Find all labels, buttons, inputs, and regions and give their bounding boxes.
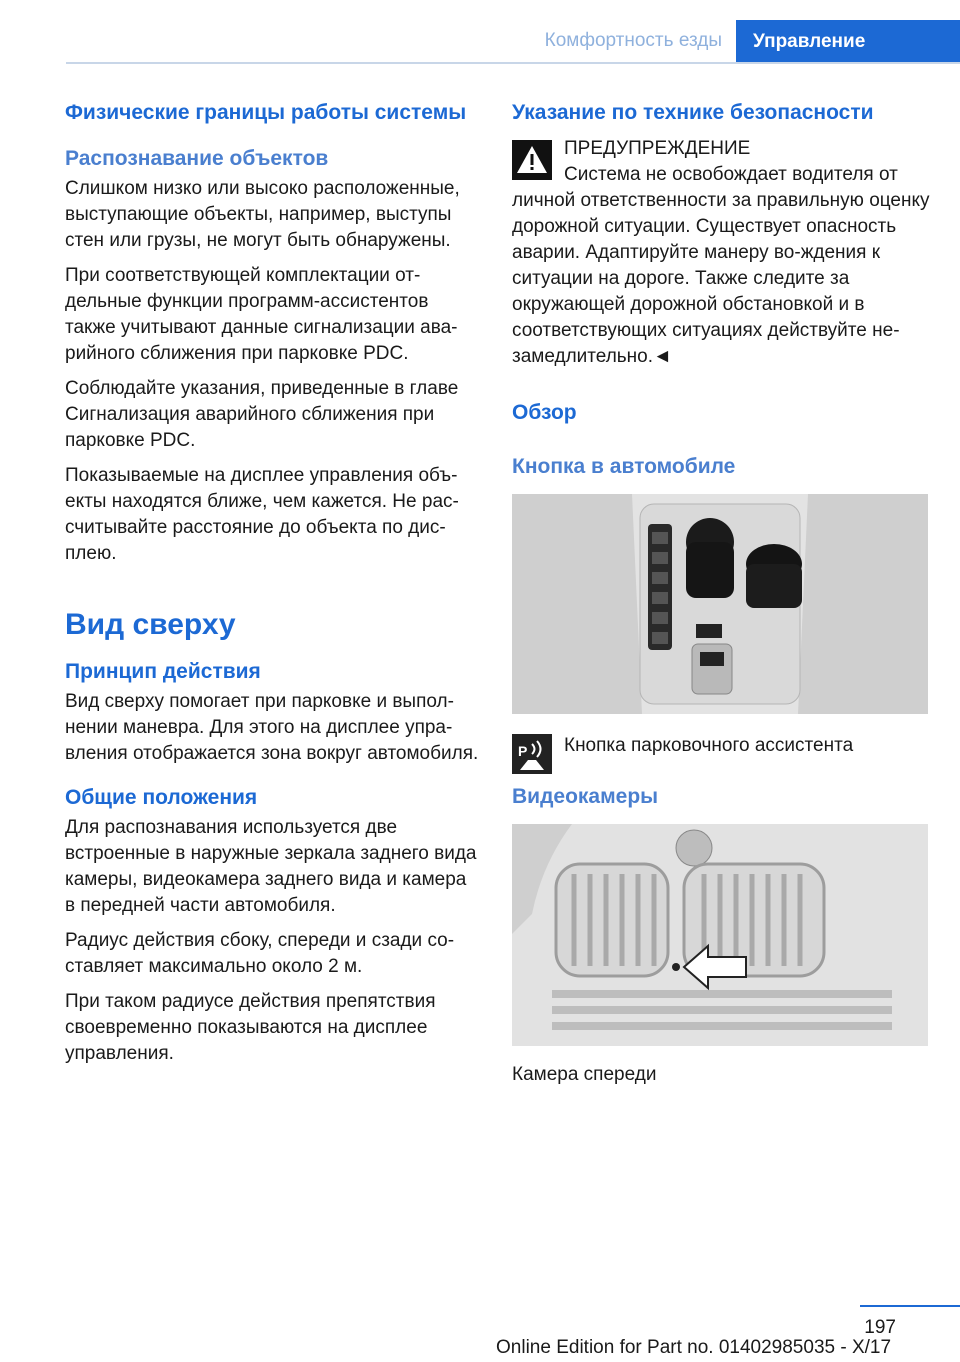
heading-cameras: Видеокамеры <box>512 785 659 808</box>
heading-general: Общие положения <box>65 786 258 809</box>
paragraph: При таком радиусе действия препятствия своевременно показываются на дисплее управления. <box>65 991 436 1064</box>
heading-principle: Принцип действия <box>65 660 261 683</box>
button-caption: Кнопка парковочного ассистента <box>564 735 854 756</box>
console-photo <box>512 494 928 714</box>
left-column <box>65 100 479 1076</box>
paragraph: Радиус действия сбоку, спереди и сзади со-ставляет максимально около 2 м. <box>65 930 455 977</box>
heading-safety: Указание по технике безопасности <box>512 101 874 124</box>
paragraph: Вид сверху помогает при парковке и выпол-нении маневра. Для этого на дисплее упра-вления отображается зона вокруг автомобиля. <box>65 691 479 764</box>
header-section: Комфортность езды <box>544 30 722 51</box>
parking-assistant-icon <box>512 734 552 774</box>
warning-block <box>512 136 932 162</box>
paragraph: Слишком низко или высоко расположенные, выступающие объекты, например, выступы стен или грузы, не могут быть обнаружены. <box>65 178 460 251</box>
svg-text:P: P <box>518 743 528 759</box>
paragraph: Соблюдайте указания, приведенные в главе Сигнализация аварийного сближения при парковке PDC. <box>65 378 459 451</box>
button-row <box>512 734 932 758</box>
right-column <box>512 100 932 1097</box>
heading-overview: Обзор <box>512 401 577 424</box>
paragraph: Для распознавания используется две встроенные в наружные зеркала заднего вида камеры, видеокамера заднего вида и камера в передней части автомобиля. <box>65 817 477 916</box>
paragraph: Показываемые на дисплее управления объ-екты находятся ближе, чем кажется. Не рас-считывайте расстояние до объекта по дис-плею. <box>65 465 459 564</box>
paragraph: При соответствующей комплектации от-дельные функции программ-ассистентов также учитывают данные сигнализации ава-рийного сближения при парковке PDC. <box>65 265 458 364</box>
camera-caption: Камера спереди <box>512 1064 657 1085</box>
page-number: 197 <box>864 1317 896 1338</box>
heading-object-detection: Распознавание объектов <box>65 147 329 170</box>
header-chapter: Управление <box>736 20 960 64</box>
edition-note: Online Edition for Part no. 01402985035 - X/17 <box>496 1337 892 1358</box>
warning-title: ПРЕДУПРЕЖДЕНИЕ <box>564 138 751 159</box>
header-divider <box>66 62 960 64</box>
front-camera-photo <box>512 824 928 1046</box>
heading-button: Кнопка в автомобиле <box>512 455 736 478</box>
heading-top-view: Вид сверху <box>65 608 236 641</box>
warning-triangle-icon <box>512 140 552 180</box>
heading-system-limits: Физические границы работы системы <box>65 101 467 124</box>
warning-text: Система не освобождает водителя от личной ответственности за правильную оценку дорожной ситуации. Существует опасность аварии. Адаптируйте манеру во-ждения к ситуации на дороге. Также следите за окружающей дорожной обстановкой и в соответствующих ситуациях действуйте не-замедлительно.◄ <box>512 164 930 367</box>
footer-divider <box>860 1305 960 1307</box>
